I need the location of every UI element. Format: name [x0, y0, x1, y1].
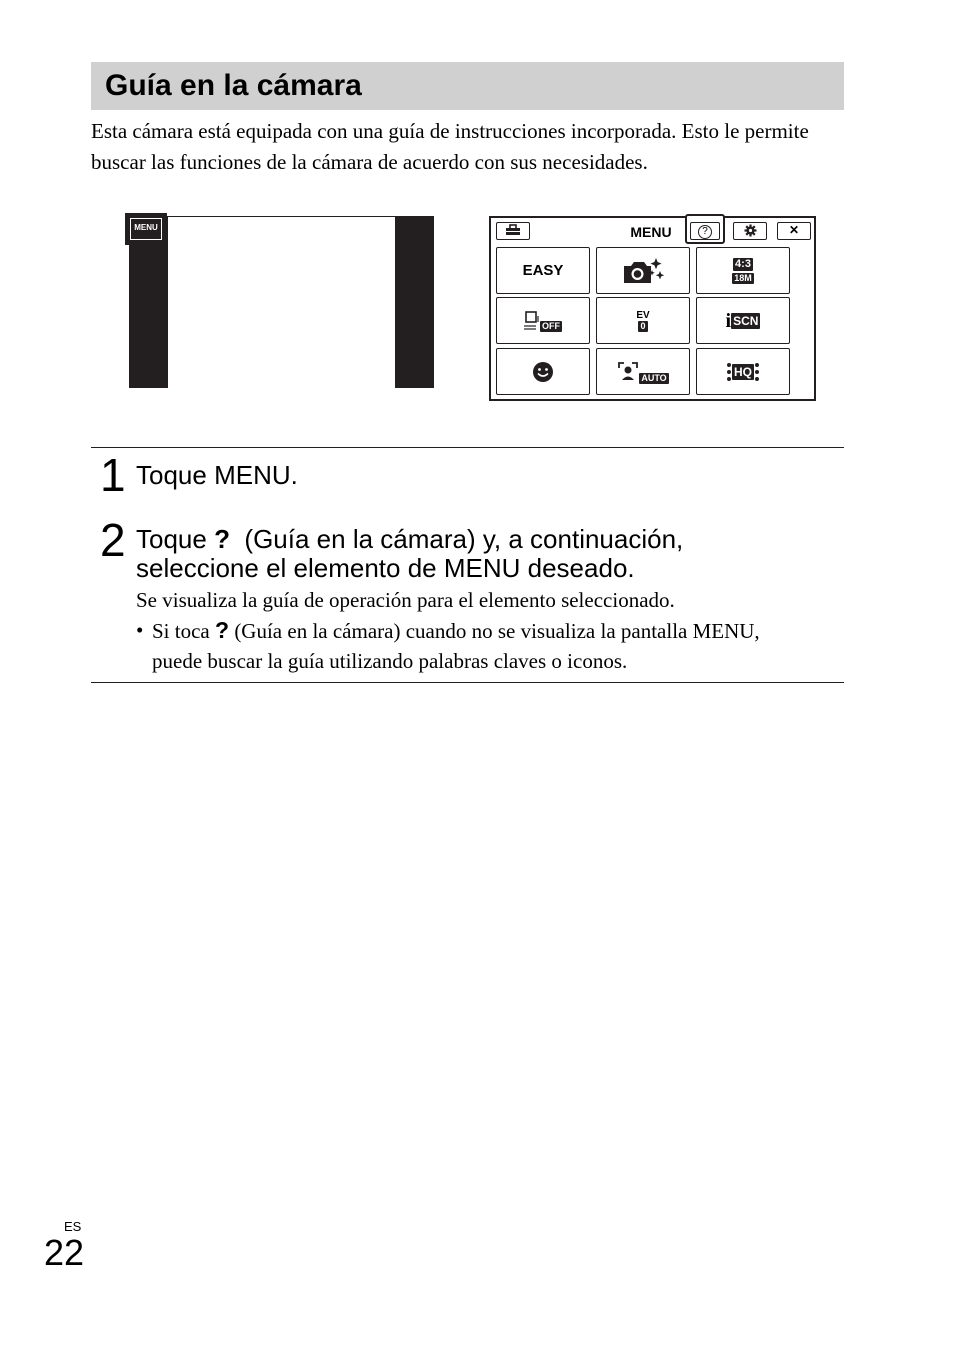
smile-shutter-button[interactable]: [496, 348, 590, 395]
intelligent-icon: i: [725, 309, 732, 332]
step-2-title-start: Toque: [136, 524, 207, 554]
movie-quality-button[interactable]: [696, 348, 790, 395]
drive-mode-icon: [524, 310, 540, 332]
focus-mode-button[interactable]: [596, 348, 690, 395]
exposure-button[interactable]: [596, 297, 690, 344]
help-icon: ?: [215, 617, 230, 643]
step-2-title-line2: seleccione el elemento de MENU deseado.: [136, 553, 635, 583]
step-2-note-line2: puede buscar la guía utilizando palabras claves o iconos.: [152, 649, 628, 673]
step-1-number: 1: [100, 449, 126, 501]
page-number: 22: [44, 1232, 85, 1273]
step-2-title: [136, 525, 683, 554]
camera-live-view: [168, 216, 395, 388]
help-button[interactable]: [690, 222, 720, 240]
steps-top-rule: [91, 447, 844, 448]
help-icon: ?: [214, 524, 230, 554]
easy-mode-button[interactable]: [496, 247, 590, 294]
scn-label: SCN: [733, 313, 759, 328]
photo-creativity-button[interactable]: [596, 247, 690, 294]
menu-title: MENU: [630, 224, 672, 240]
step-2-title-end: (Guía en la cámara) y, a continuación,: [244, 524, 684, 554]
scene-selection-button[interactable]: [696, 297, 790, 344]
easy-label: EASY: [522, 262, 564, 279]
step-2-description: Se visualiza la guía de operación para el elemento seleccionado.: [136, 588, 675, 612]
image-size-button[interactable]: [696, 247, 790, 294]
note-end: (Guía en la cámara) cuando no se visualiza la pantalla MENU,: [234, 619, 760, 643]
hq-label: HQ: [734, 364, 752, 379]
face-detection-icon: [617, 361, 639, 383]
ev-value: 0: [640, 320, 646, 331]
aspect-ratio-label: 4:3: [735, 257, 751, 270]
settings-button[interactable]: [733, 222, 767, 240]
close-icon: ✕: [788, 223, 800, 237]
note-start: Si toca: [152, 619, 210, 643]
ev-label: EV: [636, 309, 650, 321]
toolbox-button[interactable]: [496, 222, 530, 240]
step-2-number: 2: [100, 514, 126, 566]
close-button[interactable]: [777, 222, 811, 240]
drive-mode-button[interactable]: [496, 297, 590, 344]
section-title: Guía en la cámara: [105, 69, 362, 102]
gear-icon: [744, 224, 757, 237]
image-size-label: 18M: [734, 272, 752, 283]
steps-bottom-rule: [91, 682, 844, 683]
camera-screen-illustration: [129, 216, 434, 388]
language-code: ES: [64, 1219, 82, 1234]
smile-icon: [532, 361, 554, 383]
step-1-title: Toque MENU.: [136, 460, 298, 490]
menu-screen-illustration: [489, 216, 816, 401]
bullet: •: [136, 618, 144, 642]
menu-button[interactable]: [125, 213, 167, 245]
auto-label: AUTO: [641, 373, 667, 383]
help-icon: ?: [698, 225, 712, 239]
camera-sparkle-icon: [620, 256, 666, 286]
toolbox-icon: [505, 224, 521, 236]
drive-off-label: OFF: [542, 321, 560, 331]
section-header: [91, 62, 844, 110]
menu-button-label: MENU: [130, 218, 162, 240]
film-icon: [727, 363, 759, 381]
step-2-note: [152, 615, 852, 647]
intro-paragraph: Esta cámara está equipada con una guía de instrucciones incorporada. Esto le permite buscar las funciones de la cámara de acuerdo con sus necesidades.: [91, 119, 809, 174]
